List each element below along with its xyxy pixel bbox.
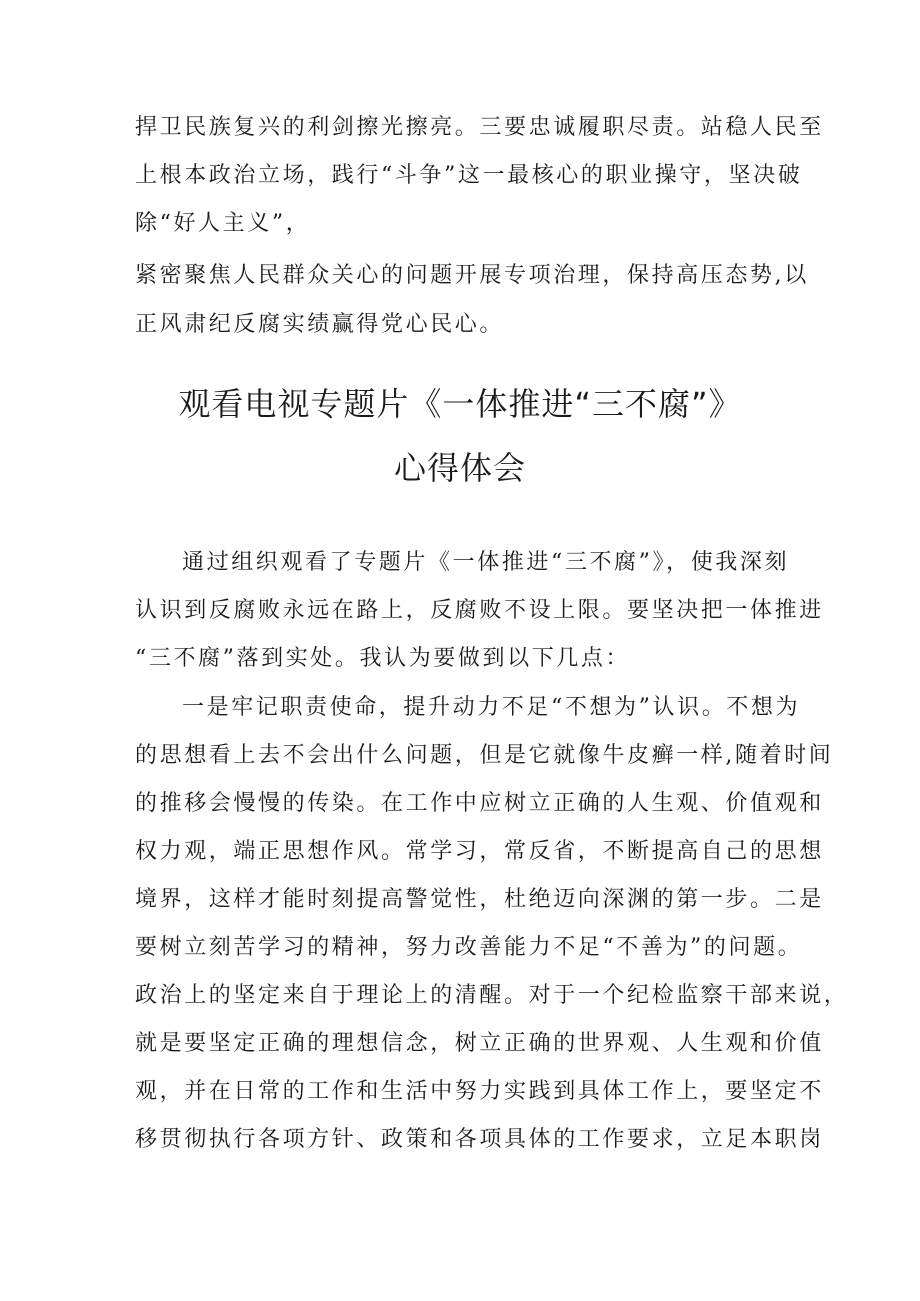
paragraph-line: 的思想看上去不会出什么问题，但是它就像牛皮癣一样,随着时间 — [135, 743, 834, 768]
paragraph-line: 认识到反腐败永远在路上，反腐败不设上限。要坚决把一体推进 — [135, 598, 824, 623]
paragraph-line: “三不腐”落到实处。我认为要做到以下几点： — [135, 646, 631, 671]
paragraph-line: 要树立刻苦学习的精神，努力改善能力不足“不善为”的问题。 — [135, 935, 803, 960]
paragraph-line: 观，并在日常的工作和生活中努力实践到具体工作上，要坚定不 — [135, 1079, 824, 1104]
paragraph-line: 政治上的坚定来自于理论上的清醒。对于一个纪检监察干部来说， — [135, 983, 849, 1008]
paragraph-line: 权力观，端正思想作风。常学习，常反省，不断提高自己的思想 — [135, 839, 824, 864]
paragraph-line: 正风肃纪反腐实绩赢得党心民心。 — [135, 312, 505, 337]
paragraph-line: 通过组织观看了专题片《一体推进“三不腐”》，使我深刻 — [182, 550, 790, 575]
paragraph-line: 的推移会慢慢的传染。在工作中应树立正确的人生观、价值观和 — [135, 791, 824, 816]
paragraph-line: 就是要坚定正确的理想信念，树立正确的世界观、人生观和价值 — [135, 1031, 824, 1056]
page-title: 观看电视专题片《一体推进“三不腐”》 — [178, 385, 742, 423]
paragraph-line: 一是牢记职责使命，提升动力不足“不想为”认识。不想为 — [182, 695, 801, 720]
paragraph-line: 捍卫民族复兴的利剑擦光擦亮。三要忠诚履职尽责。站稳人民至 — [135, 115, 824, 140]
paragraph-line: 境界，这样才能时刻提高警觉性，杜绝迈向深渊的第一步。二是 — [135, 887, 824, 912]
paragraph-line: 除“好人主义”， — [135, 211, 311, 236]
paragraph-line: 移贯彻执行各项方针、政策和各项具体的工作要求，立足本职岗 — [135, 1127, 824, 1152]
paragraph-line: 紧密聚焦人民群众关心的问题开展专项治理，保持高压态势,以 — [135, 263, 809, 288]
page-subtitle: 心得体会 — [393, 449, 526, 487]
paragraph-line: 上根本政治立场，践行“斗争”这一最核心的职业操守，坚决破 — [135, 163, 803, 188]
